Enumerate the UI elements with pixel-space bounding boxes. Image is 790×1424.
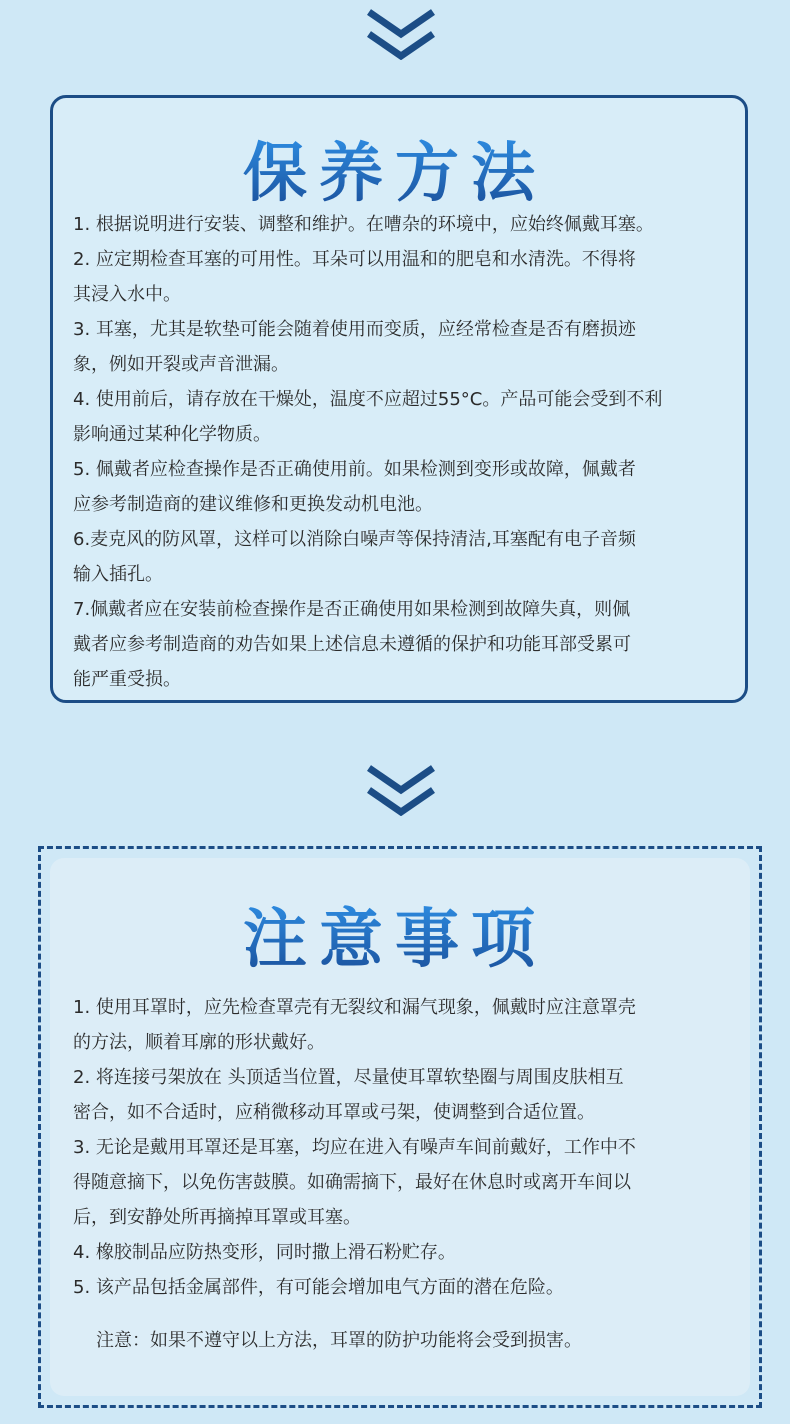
precautions-list <box>73 990 636 1305</box>
list-item <box>73 1130 636 1235</box>
list-item-line: 输入插孔。 <box>73 564 163 585</box>
list-item-line: 7.佩戴者应在安装前检查操作是否正确使用如果检测到故障失真，则佩 <box>73 599 631 620</box>
precautions-note: 注意：如果不遵守以上方法，耳罩的防护功能将会受到损害。 <box>96 1330 582 1351</box>
list-item-line: 其浸入水中。 <box>73 284 181 305</box>
list-item-line: 1. 使用耳罩时，应先检查罩壳有无裂纹和漏气现象，佩戴时应注意罩壳 <box>73 997 636 1018</box>
list-item <box>73 382 662 452</box>
maintenance-title: 保养方法 <box>243 137 547 211</box>
list-item-line: 2. 将连接弓架放在 头顶适当位置，尽量使耳罩软垫圈与周围皮肤相互 <box>73 1067 624 1088</box>
list-item-line: 后，到安静处所再摘掉耳罩或耳塞。 <box>73 1207 361 1228</box>
list-item-line: 能严重受损。 <box>73 669 181 690</box>
list-item-line: 4. 使用前后，请存放在干燥处，温度不应超过55°C。产品可能会受到不利 <box>73 389 663 410</box>
list-item <box>73 452 662 522</box>
list-item <box>73 1270 636 1305</box>
list-item-line: 应参考制造商的建议维修和更换发动机电池。 <box>73 494 433 515</box>
list-item-line: 6.麦克风的防风罩，这样可以消除白噪声等保持清洁,耳塞配有电子音频 <box>73 529 636 550</box>
list-item <box>73 207 662 242</box>
list-item <box>73 592 662 697</box>
list-item-line: 4. 橡胶制品应防热变形，同时撒上滑石粉贮存。 <box>73 1242 456 1263</box>
list-item-line: 象，例如开裂或声音泄漏。 <box>73 354 289 375</box>
list-item-line: 2. 应定期检查耳塞的可用性。耳朵可以用温和的肥皂和水清洗。不得将 <box>73 249 636 270</box>
list-item-line: 戴者应参考制造商的劝告如果上述信息未遵循的保护和功能耳部受累可 <box>73 634 631 655</box>
list-item <box>73 312 662 382</box>
list-item <box>73 1060 636 1130</box>
list-item <box>73 242 662 312</box>
double-chevron-down-icon <box>365 8 437 60</box>
list-item <box>73 990 636 1060</box>
list-item-line: 3. 无论是戴用耳罩还是耳塞，均应在进入有噪声车间前戴好，工作中不 <box>73 1137 636 1158</box>
maintenance-list <box>73 207 662 697</box>
list-item-line: 5. 佩戴者应检查操作是否正确使用前。如果检测到变形或故障，佩戴者 <box>73 459 636 480</box>
list-item-line: 5. 该产品包括金属部件，有可能会增加电气方面的潜在危险。 <box>73 1277 564 1298</box>
list-item-line: 3. 耳塞，尤其是软垫可能会随着使用而变质，应经常检查是否有磨损迹 <box>73 319 636 340</box>
list-item-line: 的方法，顺着耳廓的形状戴好。 <box>73 1032 325 1053</box>
list-item-line: 1. 根据说明进行安装、调整和维护。在嘈杂的环境中，应始终佩戴耳塞。 <box>73 214 654 235</box>
precautions-title: 注意事项 <box>243 903 547 977</box>
list-item-line: 得随意摘下，以免伤害鼓膜。如确需摘下，最好在休息时或离开车间以 <box>73 1172 631 1193</box>
double-chevron-down-icon <box>365 764 437 816</box>
list-item-line: 影响通过某种化学物质。 <box>73 424 271 445</box>
list-item <box>73 1235 636 1270</box>
list-item-line: 密合，如不合适时，应稍微移动耳罩或弓架，使调整到合适位置。 <box>73 1102 595 1123</box>
list-item <box>73 522 662 592</box>
